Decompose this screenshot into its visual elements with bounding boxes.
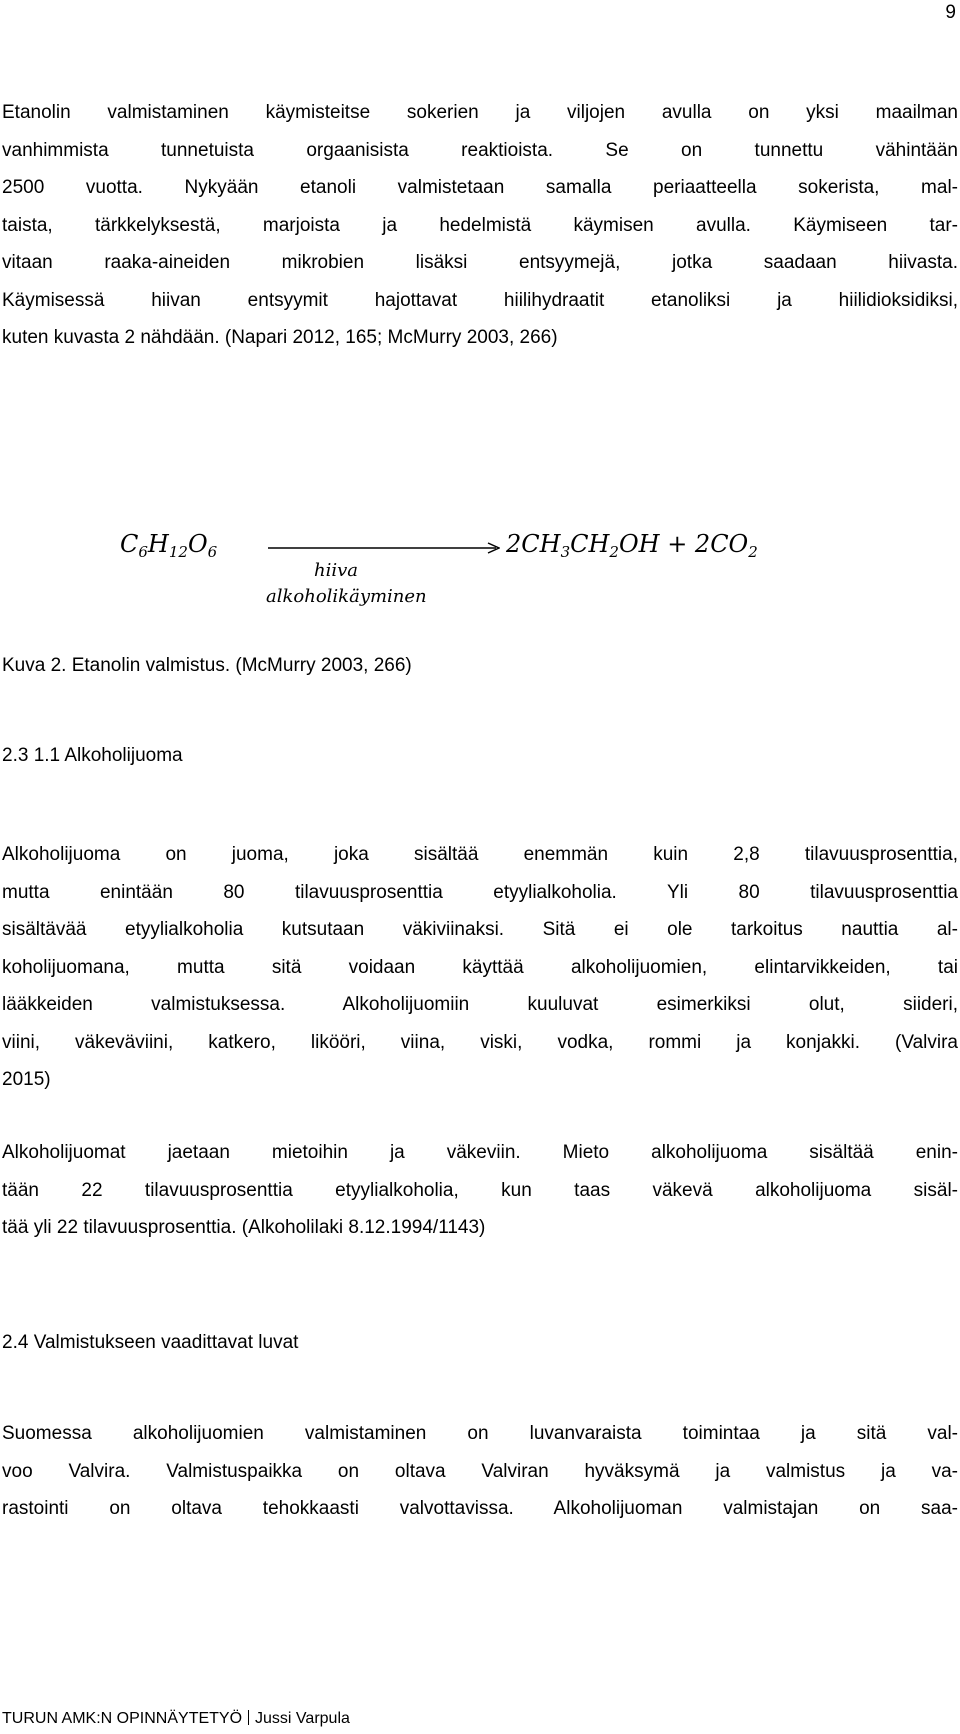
text-line: rastointi on oltava tehokkaasti valvottavissa. Alkoholijuoman valmistajan on saa- — [2, 1498, 958, 1519]
figure-caption: Kuva 2. Etanolin valmistus. (McMurry 2003, 266) — [2, 655, 412, 676]
footer-institution: TURUN AMK:N OPINNÄYTETYÖ — [2, 1710, 243, 1727]
text-line: lääkkeiden valmistuksessa. Alkoholijuomiin kuuluvat esimerkiksi olut, siideri, — [2, 994, 958, 1015]
text-line: 2500 vuotta. Nykyään etanoli valmistetaan samalla periaatteella sokerista, mal- — [2, 177, 958, 198]
catalyst-label: hiiva — [314, 560, 359, 581]
text-line: kuten kuvasta 2 nähdään. (Napari 2012, 165; McMurry 2003, 266) — [2, 327, 558, 348]
text-line: koholijuomana, mutta sitä voidaan käyttää alkoholijuomien, elintarvikkeiden, tai — [2, 956, 958, 978]
text-line: Käymisessä hiivan entsyymit hajottavat hiilihydraatit etanoliksi ja hiilidioksidiksi, — [2, 289, 958, 311]
text-line: tää yli 22 tilavuusprosenttia. (Alkoholilaki 8.12.1994/1143) — [2, 1217, 486, 1238]
footer-separator — [248, 1710, 249, 1725]
reaction-equation — [0, 520, 960, 610]
process-label: alkoholikäyminen — [266, 586, 427, 607]
text-line: Alkoholijuoma on juoma, joka sisältää enemmän kuin 2,8 tilavuusprosenttia, — [2, 844, 958, 865]
product-formula: $2CH_3CH_2OH + 2CO_2$ — [506, 530, 758, 561]
reactant-formula: $C_6H_{12}O_6$ — [120, 530, 218, 561]
page-footer — [2, 1710, 350, 1728]
text-line: Alkoholijuomat jaetaan mietoihin ja väkeviin. Mieto alkoholijuoma sisältää enin- — [2, 1142, 958, 1163]
text-line: Etanolin valmistaminen käymisteitse sokerien ja viljojen avulla on yksi maailman — [2, 102, 958, 123]
text-line: tään 22 tilavuusprosenttia etyylialkoholia, kun taas väkevä alkoholijuoma sisäl- — [2, 1179, 958, 1201]
text-line: viini, väkeväviini, katkero, likööri, viina, viski, vodka, rommi ja konjakki. (Valvira — [2, 1031, 958, 1053]
section-heading: 2.3 1.1 Alkoholijuoma — [2, 745, 183, 766]
mieto-vakeva-paragraph — [2, 1134, 958, 1247]
text-line: vanhimmista tunnetuista orgaanisista reaktioista. Se on tunnettu vähintään — [2, 139, 958, 161]
alkoholijuoma-paragraph — [2, 836, 958, 1099]
text-line: sisältävää etyylialkoholia kutsutaan väkiviinaksi. Sitä ei ole tarkoitus nauttia al- — [2, 919, 958, 940]
footer-author: Jussi Varpula — [255, 1710, 350, 1727]
text-line: vitaan raaka-aineiden mikrobien lisäksi entsyymejä, jotka saadaan hiivasta. — [2, 252, 958, 273]
luvat-paragraph — [2, 1415, 958, 1528]
text-line: 2015) — [2, 1069, 51, 1090]
page-number: 9 — [945, 2, 956, 23]
intro-paragraph — [2, 94, 958, 357]
reaction-arrow-icon — [268, 542, 500, 554]
text-line: Suomessa alkoholijuomien valmistaminen on luvanvaraista toimintaa ja sitä val- — [2, 1423, 958, 1444]
text-line: voo Valvira. Valmistuspaikka on oltava Valviran hyväksymä ja valmistus ja va- — [2, 1460, 958, 1482]
section-heading: 2.4 Valmistukseen vaadittavat luvat — [2, 1332, 299, 1353]
text-line: mutta enintään 80 tilavuusprosenttia etyylialkoholia. Yli 80 tilavuusprosenttia — [2, 881, 958, 903]
text-line: taista, tärkkelyksestä, marjoista ja hedelmistä käymisen avulla. Käymiseen tar- — [2, 214, 958, 236]
